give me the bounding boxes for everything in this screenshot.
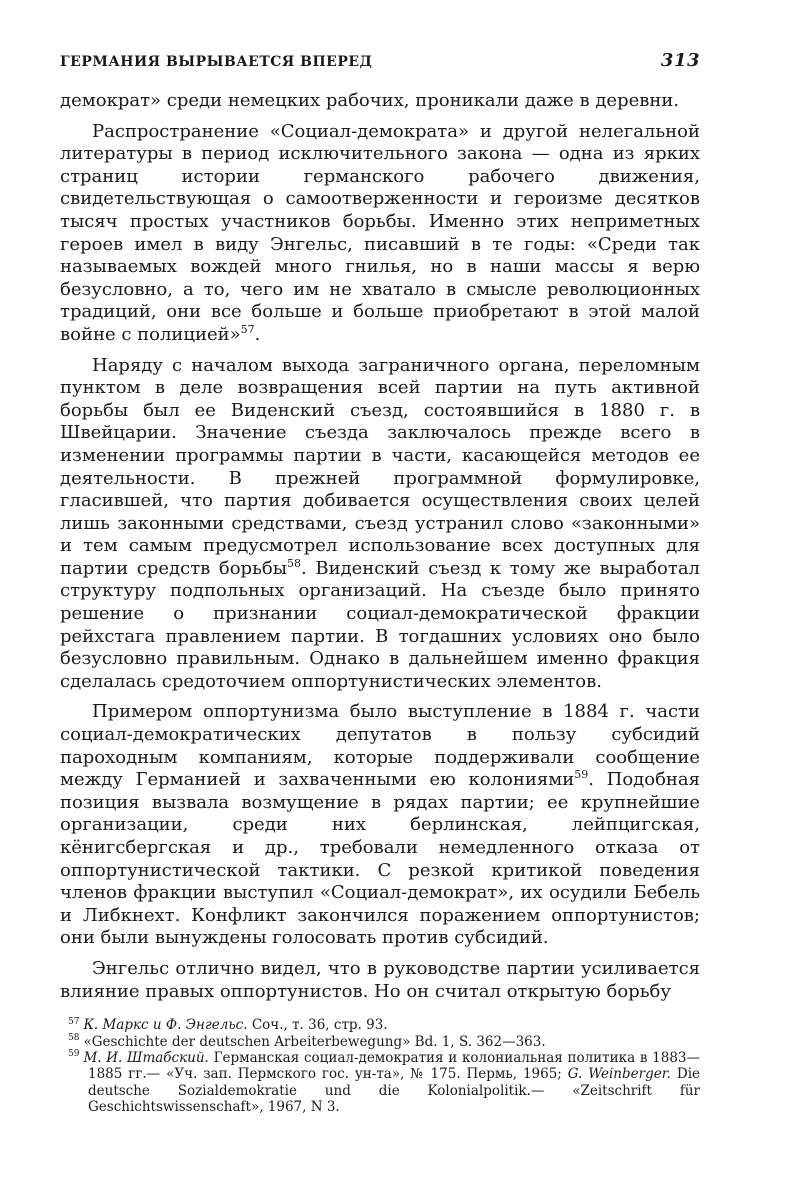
footnote-ref-59[interactable]: 59 [574,768,589,782]
paragraph-text: Примером оппортунизма было выступление в 1884 г. части социал-демократических депутатов в пользу субсидий пароходным компаниям, которые поддерживали сообщение между Германией и захваченными ею колониями [60,701,700,791]
paragraph-1 [60,90,700,113]
footnote-text: Соч., т. 36, стр. 93. [247,1017,388,1034]
footnote-number: 57 [68,1016,80,1027]
paragraph-tail: . Подобная позиция вызвала возмущение в рядах партии; ее крупнейшие организации, среди них берлинская, лейпцигская, кёнигсбергская и др., требовали немедленного отказа от оппортунистической тактики. С резкой критикой поведения членов фракции выступил «Социал-демократ», их осудили Бебель и Либкнехт. Конфликт закончился поражением оппортунистов; они были вынуждены голосовать против субсидий. [60,769,700,949]
main-text [60,90,700,1003]
footnote-ref-57[interactable]: 57 [240,322,255,336]
footnote-59 [66,1050,700,1116]
footnote-author: К. Маркс и Ф. Энгельс. [83,1017,248,1034]
paragraph-text: Энгельс отлично видел, что в руководстве партии усиливается влияние правых оппортунистов. Но он считал открытую борьбу [60,957,700,1002]
footnote-number: 58 [68,1033,80,1044]
paragraph-tail: . [254,323,261,345]
footnote-58 [66,1034,700,1050]
footnote-number: 59 [68,1049,80,1060]
footnote-author: М. И. Штабский. [83,1049,209,1066]
footnotes [60,1017,700,1115]
footnote-57 [66,1017,700,1033]
paragraph-tail: . Виденский съезд к тому же выработал структуру подпольных организаций. На съезде было принято решение о признании социал-демократической фракции рейхстага правлением партии. В тогдашних условиях оно было безусловно правильным. Однако в дальнейшем именно фракция сделалась средоточием оппортунистических элементов. [60,557,700,692]
page-number: 313 [660,50,700,71]
paragraph-text: демократ» среди немецких рабочих, проникали даже в деревни. [60,90,680,111]
running-header [60,50,700,76]
footnote-ref-58[interactable]: 58 [287,556,302,570]
footnote-text-2: Die deutsche Sozialdemokratie und die Kolonialpolitik.— «Zeitschrift für Geschichtswissenschaft», 1967, N 3. [88,1066,701,1116]
footnote-author-2: G. Weinberger. [567,1066,671,1083]
book-page [60,50,700,1116]
footnote-text: «Geschichte der deutschen Arbeiterbewegung» Bd. 1, S. 362—363. [83,1033,546,1050]
paragraph-3 [60,355,700,694]
paragraph-5 [60,958,700,1003]
running-title: ГЕРМАНИЯ ВЫРЫВАЕТСЯ ВПЕРЕД [60,54,373,70]
paragraph-2 [60,121,700,347]
footnote-text: Германская социал-демократия и колониальная политика в 1883—1885 гг.— «Уч. зап. Пермского гос. ун-та», № 175. Пермь, 1965; [88,1049,700,1083]
paragraph-4 [60,701,700,950]
paragraph-text: Наряду с началом выхода заграничного органа, переломным пунктом в деле возвращения всей партии на путь активной борьбы был ее Виденский съезд, состоявшийся в 1880 г. в Швейцарии. Значение съезда заключалось прежде всего в изменении программы партии в части, касающейся методов ее деятельности. В прежней программной формулировке, гласившей, что партия добивается осуществления своих целей лишь законными средствами, съезд устранил слово «законными» и тем самым предусмотрел использование всех доступных для партии средств борьбы [60,354,700,579]
paragraph-text: Распространение «Социал-демократа» и другой нелегальной литературы в период исключительного закона — одна из ярких страниц истории германского рабочего движения, свидетельствующая о самоотверженности и героизме десятков тысяч простых участников борьбы. Именно этих неприметных героев имел в виду Энгельс, писавший в те годы: «Среди так называемых вождей много гнилья, но в наши массы я верю безусловно, а то, чего им не хватало в смысле революционных традиций, они все больше и больше приобретают в этой малой войне с полицией» [60,120,700,345]
